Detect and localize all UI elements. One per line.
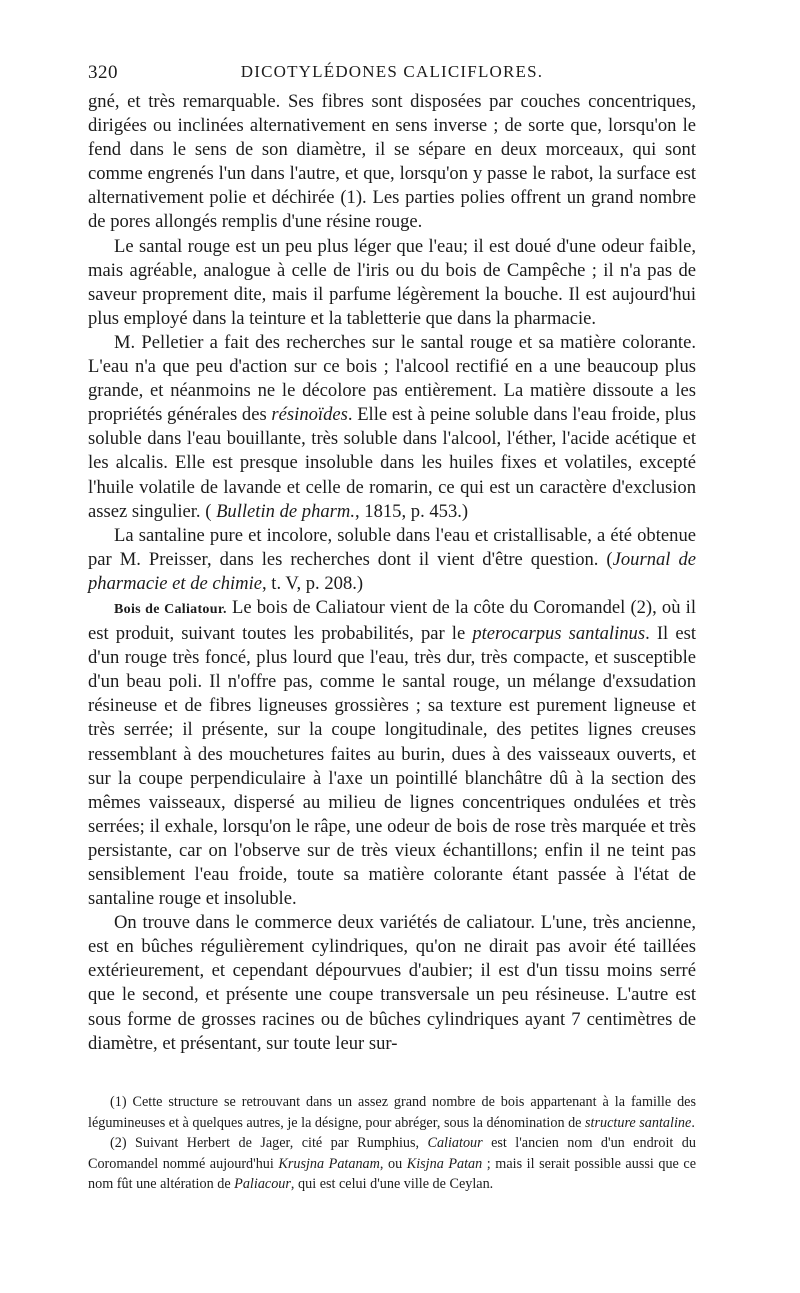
italic-term: résinoïdes — [271, 404, 348, 426]
paragraph-pelletier: M. Pelletier a fait des recherches sur le santal rouge et sa matière colorante. L'eau n'a que peu d'action sur ce bois ; l'alcool rectifié en a une beaucoup plus grande, et néanmoins ne le décolore pas entièrement. La matière dissoute a les propriétés générales des résinoïdes. Elle est à peine soluble dans l'eau froide, plus soluble dans l'eau bouillante, très soluble dans l'alcool, l'éther, l'acide acétique et les alcalis. Elle est presque insoluble dans les huiles fixes et volatiles, excepté l'huile volatile de lavande et celle de romarin, ce qui est un caractère d'exclusion assez singulier. ( Bulletin de pharm., 1815, p. 453.) — [88, 331, 696, 522]
paragraph-santaline: La santaline pure et incolore, soluble dans l'eau et cristallisable, a été obtenue par M. Preisser, dans les recherches dont il vient d'être question. (Journal de pharmacie et de chimie, t. V, p. 208.) — [88, 524, 696, 594]
species-name: pterocarpus santalinus — [472, 623, 646, 645]
paragraph-santal-properties: Le santal rouge est un peu plus léger que l'eau; il est doué d'une odeur faible, mais agréable, analogue à celle de l'iris ou du bois de Campêche ; il n'a pas de saveur proprement dite, mais il parfume légèrement la bouche. Il est aujourd'hui plus employé dans la teinture et la tabletterie que dans la pharmacie. — [88, 235, 696, 329]
main-text — [88, 90, 696, 1056]
footnote-1: (1) Cette structure se retrouvant dans un assez grand nombre de bois appartenant à la famille des légumineuses et à quelques autres, je la désigne, pour abréger, sous la dénomination de structure santaline. — [88, 1094, 696, 1131]
paragraph-caliatour: Bois de Caliatour. Le bois de Caliatour vient de la côte du Coromandel (2), où il est produit, suivant toutes les probabilités, par le pterocarpus santalinus. Il est d'un rouge très foncé, plus lourd que l'eau, très dur, très compacte, et susceptible d'un beau poli. Il n'offre pas, comme le santal rouge, un mélange d'exsudation résineuse et de fibres ligneuses grossières ; sa texture est purement ligneuse et très serrée; il présente, sur la coupe longitudinale, des petites lignes creuses ressemblant à des mouchetures faites au burin, dues à des vaisseaux ouverts, et sur la coupe perpendiculaire à l'axe un pointillé blanchâtre dû à la section des mêmes vaisseaux, dispersé au milieu de lignes concentriques ondulées et très serrées; il exhale, lorsqu'on le râpe, une odeur de bois de rose très marquée et très persistante, car on l'observe sur de très vieux échantillons; enfin il ne teint pas sensiblement l'eau froide, toute sa matière colorante étant passée à l'état de santaline rouge et insoluble. — [88, 596, 696, 910]
citation-title: Journal de pharmacie et de chimie — [88, 548, 696, 594]
section-heading: Bois de Caliatour. — [114, 601, 227, 617]
footnote-2: (2) Suivant Herbert de Jager, cité par Rumphius, Caliatour est l'ancien nom d'un endroit du Coromandel nommé aujourd'hui Krusjna Patanam, ou Kisjna Patan ; mais il serait possible aussi que ce nom fût une altération de Paliacour, qui est celui d'une ville de Ceylan. — [88, 1135, 696, 1193]
running-title: DICOTYLÉDONES CALICIFLORES. — [240, 62, 544, 81]
footnotes — [88, 1092, 696, 1195]
running-header — [88, 60, 696, 90]
paragraph-continued: gné, et très remarquable. Ses fibres sont disposées par couches concentriques, dirigées ou inclinées alternativement en sens inverse ; de sorte que, lorsqu'on le fend dans le sens de son diamètre, il se sépare en deux morceaux, qui sont comme engrenés l'un dans l'autre, et que, lorsqu'on y passe le rabot, la surface est alternativement polie et déchirée (1). Les parties polies offrent un grand nombre de pores allongés remplis d'une résine rouge. — [88, 91, 696, 233]
book-page — [88, 60, 696, 1056]
citation-title: Bulletin de pharm. — [216, 500, 355, 522]
paragraph-varieties: On trouve dans le commerce deux variétés de caliatour. L'une, très ancienne, est en bûches régulièrement cylindriques, qu'on ne dirait pas avoir été taillées extérieurement, et cependant dépourvues d'aubier; il est d'un tissu moins serré que le second, et présente une coupe transversale un peu résineuse. L'autre est sous forme de grosses racines ou de bûches cylindriques ayant 7 centimètres de diamètre, et présentant, sur toute leur sur- — [88, 912, 696, 1054]
page-number: 320 — [88, 62, 118, 83]
